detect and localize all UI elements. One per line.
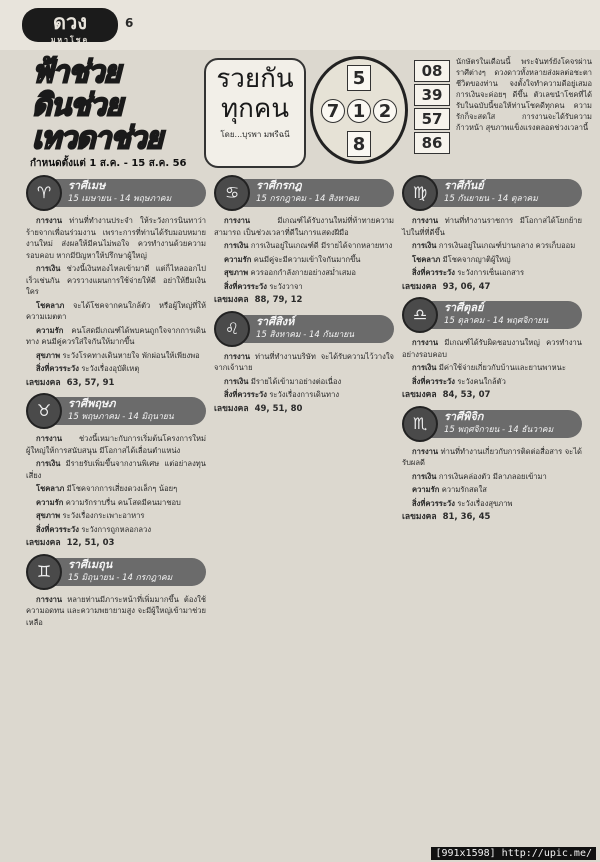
forecast-label: การเงิน xyxy=(412,471,437,481)
lucky-number-label: เลขมงคล xyxy=(26,377,61,388)
forecast-paragraph xyxy=(26,458,206,481)
zodiac-section xyxy=(402,175,582,293)
forecast-text: การเงินอยู่ในเกณฑ์ดี มีรายได้จากหลายทาง xyxy=(250,241,393,250)
zodiac-band xyxy=(50,179,206,207)
headline-line-2: ดินช่วย xyxy=(32,88,122,123)
lucky-number-values: 81, 36, 45 xyxy=(442,512,491,522)
headline-title xyxy=(32,56,197,154)
lucky-number-line xyxy=(402,512,582,524)
maiden-icon: ♍ xyxy=(402,175,438,211)
zodiac-section xyxy=(402,297,582,402)
forecast-label: สุขภาพ xyxy=(36,350,61,360)
zodiac-section xyxy=(214,175,394,307)
column-left xyxy=(26,172,206,852)
column-middle xyxy=(214,172,394,852)
column-right xyxy=(402,172,582,852)
forecast-text: ระวังเรื่องสุขภาพ xyxy=(457,498,513,508)
forecast-label: การงาน xyxy=(412,338,439,347)
zodiac-date-range: 15 เมษายน - 14 พฤษภาคม xyxy=(68,194,172,204)
date-range: กำหนดตั้งแต่ 1 ส.ค. - 15 ส.ค. 56 xyxy=(30,158,187,169)
forecast-label: สิ่งที่ควรระวัง xyxy=(412,498,455,508)
forecast-label: สิ่งที่ควรระวัง xyxy=(412,376,455,386)
forecast-paragraph xyxy=(402,446,582,469)
zodiac-header xyxy=(214,311,394,347)
forecast-label: โชคลาภ xyxy=(36,300,65,310)
zodiac-band xyxy=(50,558,206,586)
forecast-paragraph xyxy=(402,240,582,252)
zodiac-band xyxy=(426,301,582,329)
circle-number-top: 5 xyxy=(347,65,371,91)
zodiac-section xyxy=(26,175,206,389)
forecast-text: ท่านที่ทำงานราชการ มีโอกาสได้โยกย้ายไปในที่ที่ดีขึ้น xyxy=(402,216,582,237)
forecast-label: การงาน xyxy=(36,594,63,604)
lucky-number-label: เลขมงคล xyxy=(26,538,61,548)
top-strip xyxy=(0,0,600,50)
lucky-number-values: 49, 51, 80 xyxy=(254,403,303,414)
forecast-label: การเงิน xyxy=(36,459,61,468)
zodiac-header xyxy=(26,393,206,429)
forecast-text: มีรายรับเพิ่มขึ้นจากงานพิเศษ แต่อย่าลงทุนเสี่ยง xyxy=(26,459,206,480)
logo-text: ดวง xyxy=(53,10,87,34)
forecast-text: มีค่าใช้จ่ายเกี่ยวกับบ้านและยานพาหนะ xyxy=(438,363,566,372)
forecast-text: ท่านที่ทำงานประจำ ให้ระวังการนินทาว่าร้ายจากเพื่อนร่วมงาน เพราะการที่ท่านได้รับมอบหมายงานใหม่ ส่งผลให้มีคนไม่พอใจ ควรทำงานด้วยความรอบคอบ หากมีปัญหาให้ปรึกษาผู้ใหญ่ xyxy=(26,216,206,260)
forecast-paragraph xyxy=(402,254,582,266)
forecast-label: ความรัก xyxy=(224,254,252,264)
forecast-text: ช่วงนี้เงินทองไหลเข้ามาดี แต่ก็ไหลออกไปเร็วเช่นกัน ควรวางแผนการใช้จ่ายให้ดี อย่าให้ยืมเงินใคร xyxy=(26,264,206,296)
forecast-paragraph xyxy=(214,240,394,252)
forecast-text: ความรักสดใส xyxy=(441,485,487,494)
lucky-number-label: เลขมงคล xyxy=(214,295,249,305)
lucky-number-values: 93, 06, 47 xyxy=(442,281,491,292)
forecast-label: ความรัก xyxy=(36,325,64,335)
image-footer: [991x1598] http://upic.me/ xyxy=(431,847,596,860)
ram-icon: ♈ xyxy=(26,175,62,211)
forecast-label: การเงิน xyxy=(36,264,61,273)
scales-icon: ♎ xyxy=(402,297,438,333)
forecast-label: ความรัก xyxy=(36,497,64,507)
forecast-label: สิ่งที่ควรระวัง xyxy=(36,524,79,534)
lucky-number-line xyxy=(26,538,206,550)
forecast-paragraph xyxy=(26,363,206,375)
forecast-label: สิ่งที่ควรระวัง xyxy=(224,281,267,291)
forecast-label: การเงิน xyxy=(412,363,437,372)
zodiac-date-range: 15 พฤศจิกายน - 14 ธันวาคม xyxy=(444,424,554,435)
forecast-paragraph xyxy=(26,594,206,629)
forecast-label: การเงิน xyxy=(224,241,249,250)
forecast-paragraph xyxy=(26,497,206,509)
lucky-number-values: 84, 53, 07 xyxy=(442,390,491,400)
zodiac-date-range: 15 ตุลาคม - 14 พฤศจิกายน xyxy=(444,316,549,326)
forecast-text: มีเกณฑ์ได้รับผิดชอบงานใหญ่ ควรทำงานอย่างรอบคอบ xyxy=(402,338,582,359)
zodiac-date-range: 15 มิถุนายน - 14 กรกฎาคม xyxy=(68,572,173,583)
lucky-number-label: เลขมงคล xyxy=(402,281,437,292)
zodiac-header xyxy=(26,175,206,211)
magazine-logo xyxy=(22,8,118,42)
forecast-paragraph xyxy=(214,215,394,238)
lucky-number-label: เลขมงคล xyxy=(402,512,437,522)
zodiac-header xyxy=(402,297,582,333)
zodiac-name: ราศีสิงห์ xyxy=(256,314,295,328)
forecast-text: ระวังวาจา xyxy=(269,281,303,291)
zodiac-band xyxy=(50,397,206,425)
forecast-paragraph xyxy=(26,350,206,362)
lucky-number-values: 63, 57, 91 xyxy=(66,377,115,388)
zodiac-name: ราศีกรกฎ xyxy=(256,179,302,192)
forecast-text: ระวังเรื่องการเดินทาง xyxy=(269,390,340,399)
intro-text: นักษัตรในเดือนนี้ พระจันทร์ยังโคจรผ่านราศีต่างๆ ดวงดาวทั้งหลายส่งผลต่อชะตาชีวิตของท่าน จงตั้งใจทำความดีอยู่เสมอ การเงินจะค่อยๆ ดีขึ้น ตัวเลขนำโชคที่ได้รับในฉบับนี้ขอให้ท่านโชคดีทุกคน ความรักก็จะสดใส การงานจะได้รับความก้าวหน้า สุขภาพแข็งแรงตลอดช่วงเวลานี้ xyxy=(456,57,592,132)
forecast-paragraph xyxy=(214,281,394,293)
lucky-number-line xyxy=(402,282,582,294)
zodiac-section xyxy=(402,406,582,524)
forecast-text: มีโชคจากญาติผู้ใหญ่ xyxy=(442,254,511,264)
forecast-paragraph xyxy=(402,362,582,374)
lucky-number-values: 88, 79, 12 xyxy=(254,295,303,305)
forecast-label: การงาน xyxy=(412,446,439,456)
zodiac-name: ราศีเมถุน xyxy=(68,557,113,571)
lucky-box xyxy=(204,58,306,168)
zodiac-header xyxy=(214,175,394,211)
side-number: 08 xyxy=(414,60,450,82)
side-number: 39 xyxy=(414,84,450,106)
side-number: 86 xyxy=(414,132,450,154)
forecast-text: ควรออกกำลังกายอย่างสม่ำเสมอ xyxy=(250,268,356,277)
lucky-number-values: 12, 51, 03 xyxy=(66,538,115,548)
side-number-column xyxy=(414,60,450,156)
zodiac-name: ราศีกันย์ xyxy=(444,179,484,192)
zodiac-band xyxy=(426,179,582,207)
zodiac-name: ราศีตุลย์ xyxy=(444,301,484,314)
lucky-number-circle xyxy=(310,56,408,164)
zodiac-date-range: 15 กันยายน - 14 ตุลาคม xyxy=(444,194,538,204)
forecast-paragraph xyxy=(26,300,206,323)
lucky-number-line xyxy=(402,390,582,402)
forecast-text: ระวังเรื่องกระเพาะอาหาร xyxy=(62,511,145,520)
forecast-label: การเงิน xyxy=(224,376,249,386)
forecast-paragraph xyxy=(26,524,206,536)
forecast-paragraph xyxy=(402,215,582,238)
forecast-paragraph xyxy=(26,215,206,261)
zodiac-date-range: 15 กรกฎาคม - 14 สิงหาคม xyxy=(256,194,360,204)
headline-line-3: เทวดาช่วย xyxy=(32,121,162,156)
forecast-label: โชคลาภ xyxy=(36,484,65,493)
crab-icon: ♋ xyxy=(214,175,250,211)
forecast-paragraph xyxy=(402,337,582,360)
forecast-label: การงาน xyxy=(224,216,251,225)
circle-number-center: 1 xyxy=(347,99,371,123)
forecast-paragraph xyxy=(26,510,206,522)
forecast-label: การเงิน xyxy=(412,241,437,250)
forecast-paragraph xyxy=(214,254,394,266)
zodiac-header xyxy=(402,406,582,442)
forecast-text: คนมีคู่จะมีความเข้าใจกันมากขึ้น xyxy=(253,254,361,264)
zodiac-date-range: 15 พฤษภาคม - 14 มิถุนายน xyxy=(68,412,174,422)
forecast-paragraph xyxy=(26,483,206,495)
zodiac-section xyxy=(26,393,206,550)
twins-icon: ♊ xyxy=(26,554,62,590)
forecast-text: ระวังคนใกล้ตัว xyxy=(457,376,506,386)
forecast-text: คนโสดมีเกณฑ์ได้พบคนถูกใจจากการเดินทาง คนมีคู่ควรใส่ใจกันให้มากขึ้น xyxy=(26,325,206,346)
forecast-paragraph xyxy=(402,267,582,279)
forecast-label: การงาน xyxy=(412,216,439,225)
forecast-paragraph xyxy=(214,389,394,401)
zodiac-date-range: 15 สิงหาคม - 14 กันยายน xyxy=(256,329,355,340)
forecast-paragraph xyxy=(214,267,394,279)
logo-subtext: มหาโชค xyxy=(50,36,90,44)
header-banner xyxy=(22,56,592,168)
lion-icon: ♌ xyxy=(214,311,250,347)
zodiac-section xyxy=(26,554,206,629)
zodiac-section xyxy=(214,311,394,416)
lucky-title: รวยกันทุกคน xyxy=(216,64,294,124)
zodiac-name: ราศีเมษ xyxy=(68,179,106,192)
zodiac-name: ราศีพิจิก xyxy=(444,409,484,423)
forecast-label: ความรัก xyxy=(412,485,440,494)
zodiac-header xyxy=(26,554,206,590)
page-number: 6 xyxy=(125,16,134,30)
forecast-label: โชคลาภ xyxy=(412,254,441,264)
circle-number-right: 2 xyxy=(373,99,397,123)
forecast-text: จะได้โชคจากคนใกล้ตัว หรือผู้ใหญ่ที่ให้ความเมตตา xyxy=(26,300,206,321)
forecast-text: ท่านที่ทำงานบริษัท จะได้รับความไว้วางใจจากเจ้านาย xyxy=(214,351,394,372)
bull-icon: ♉ xyxy=(26,393,62,429)
forecast-paragraph xyxy=(402,484,582,496)
lucky-number-label: เลขมงคล xyxy=(402,390,437,400)
forecast-text: หลายท่านมีภาระหน้าที่เพิ่มมากขึ้น ต้องใช้ความอดทน และความพยายามสูง จะมีผู้ใหญ่เข้ามาช่วยเหลือ xyxy=(26,594,206,627)
side-number: 57 xyxy=(414,108,450,130)
forecast-text: ระวังการเซ็นเอกสาร xyxy=(457,268,525,277)
forecast-paragraph xyxy=(402,471,582,483)
circle-number-left: 7 xyxy=(321,99,345,123)
forecast-text: ช่วงนี้เหมาะกับการเริ่มต้นโครงการใหม่ ผู้ใหญ่ให้การสนับสนุน มีโอกาสได้เลื่อนตำแหน่ง xyxy=(26,434,206,455)
forecast-label: สิ่งที่ควรระวัง xyxy=(412,268,455,277)
forecast-text: ระวังโรคทางเดินหายใจ พักผ่อนให้เพียงพอ xyxy=(62,350,200,360)
lucky-number-line xyxy=(214,404,394,416)
forecast-label: สิ่งที่ควรระวัง xyxy=(224,390,267,399)
forecast-text: ท่านที่ทำงานเกี่ยวกับการติดต่อสื่อสาร จะได้รับผลดี xyxy=(402,446,582,467)
forecast-text: มีรายได้เข้ามาอย่างต่อเนื่อง xyxy=(250,376,342,386)
forecast-label: สุขภาพ xyxy=(36,511,61,520)
lucky-number-line xyxy=(26,378,206,390)
forecast-text: ระวังการถูกหลอกลวง xyxy=(81,524,152,534)
forecast-paragraph xyxy=(402,376,582,388)
forecast-label: การงาน xyxy=(224,351,251,361)
scorpion-icon: ♏ xyxy=(402,406,438,442)
forecast-text: ความรักราบรื่น คนโสดมีคนมาชอบ xyxy=(65,497,181,507)
forecast-text: มีโชคจากการเสี่ยงดวงเล็กๆ น้อยๆ xyxy=(66,484,178,493)
forecast-paragraph xyxy=(402,498,582,510)
zodiac-name: ราศีพฤษภ xyxy=(68,397,116,410)
author-credit: โดย...บุรพา มพรีฉนี xyxy=(220,130,290,139)
headline-line-1: ฟ้าช่วย xyxy=(32,55,120,90)
lucky-number-line xyxy=(214,295,394,307)
zodiac-band xyxy=(238,315,394,343)
forecast-text: มีเกณฑ์ได้รับงานใหม่ที่ท้าทายความสามารถ เป็นช่วงเวลาที่ดีในการแสดงฝีมือ xyxy=(214,216,394,237)
forecast-label: สุขภาพ xyxy=(224,268,249,277)
lucky-number-label: เลขมงคล xyxy=(214,403,249,414)
forecast-paragraph xyxy=(26,263,206,298)
forecast-paragraph xyxy=(26,325,206,348)
forecast-label: สิ่งที่ควรระวัง xyxy=(36,364,79,373)
forecast-text: ระวังเรื่องอุบัติเหตุ xyxy=(81,364,140,373)
forecast-text: การเงินอยู่ในเกณฑ์ปานกลาง ควรเก็บออม xyxy=(438,241,576,250)
forecast-label: การงาน xyxy=(36,434,63,443)
zodiac-band xyxy=(238,179,394,207)
forecast-paragraph xyxy=(214,376,394,388)
zodiac-band xyxy=(426,410,582,438)
forecast-paragraph xyxy=(214,351,394,374)
zodiac-header xyxy=(402,175,582,211)
circle-number-bottom: 8 xyxy=(347,131,371,157)
forecast-paragraph xyxy=(26,433,206,456)
forecast-text: การเงินคล่องตัว มีลาภลอยเข้ามา xyxy=(438,471,547,481)
forecast-label: การงาน xyxy=(36,216,63,225)
